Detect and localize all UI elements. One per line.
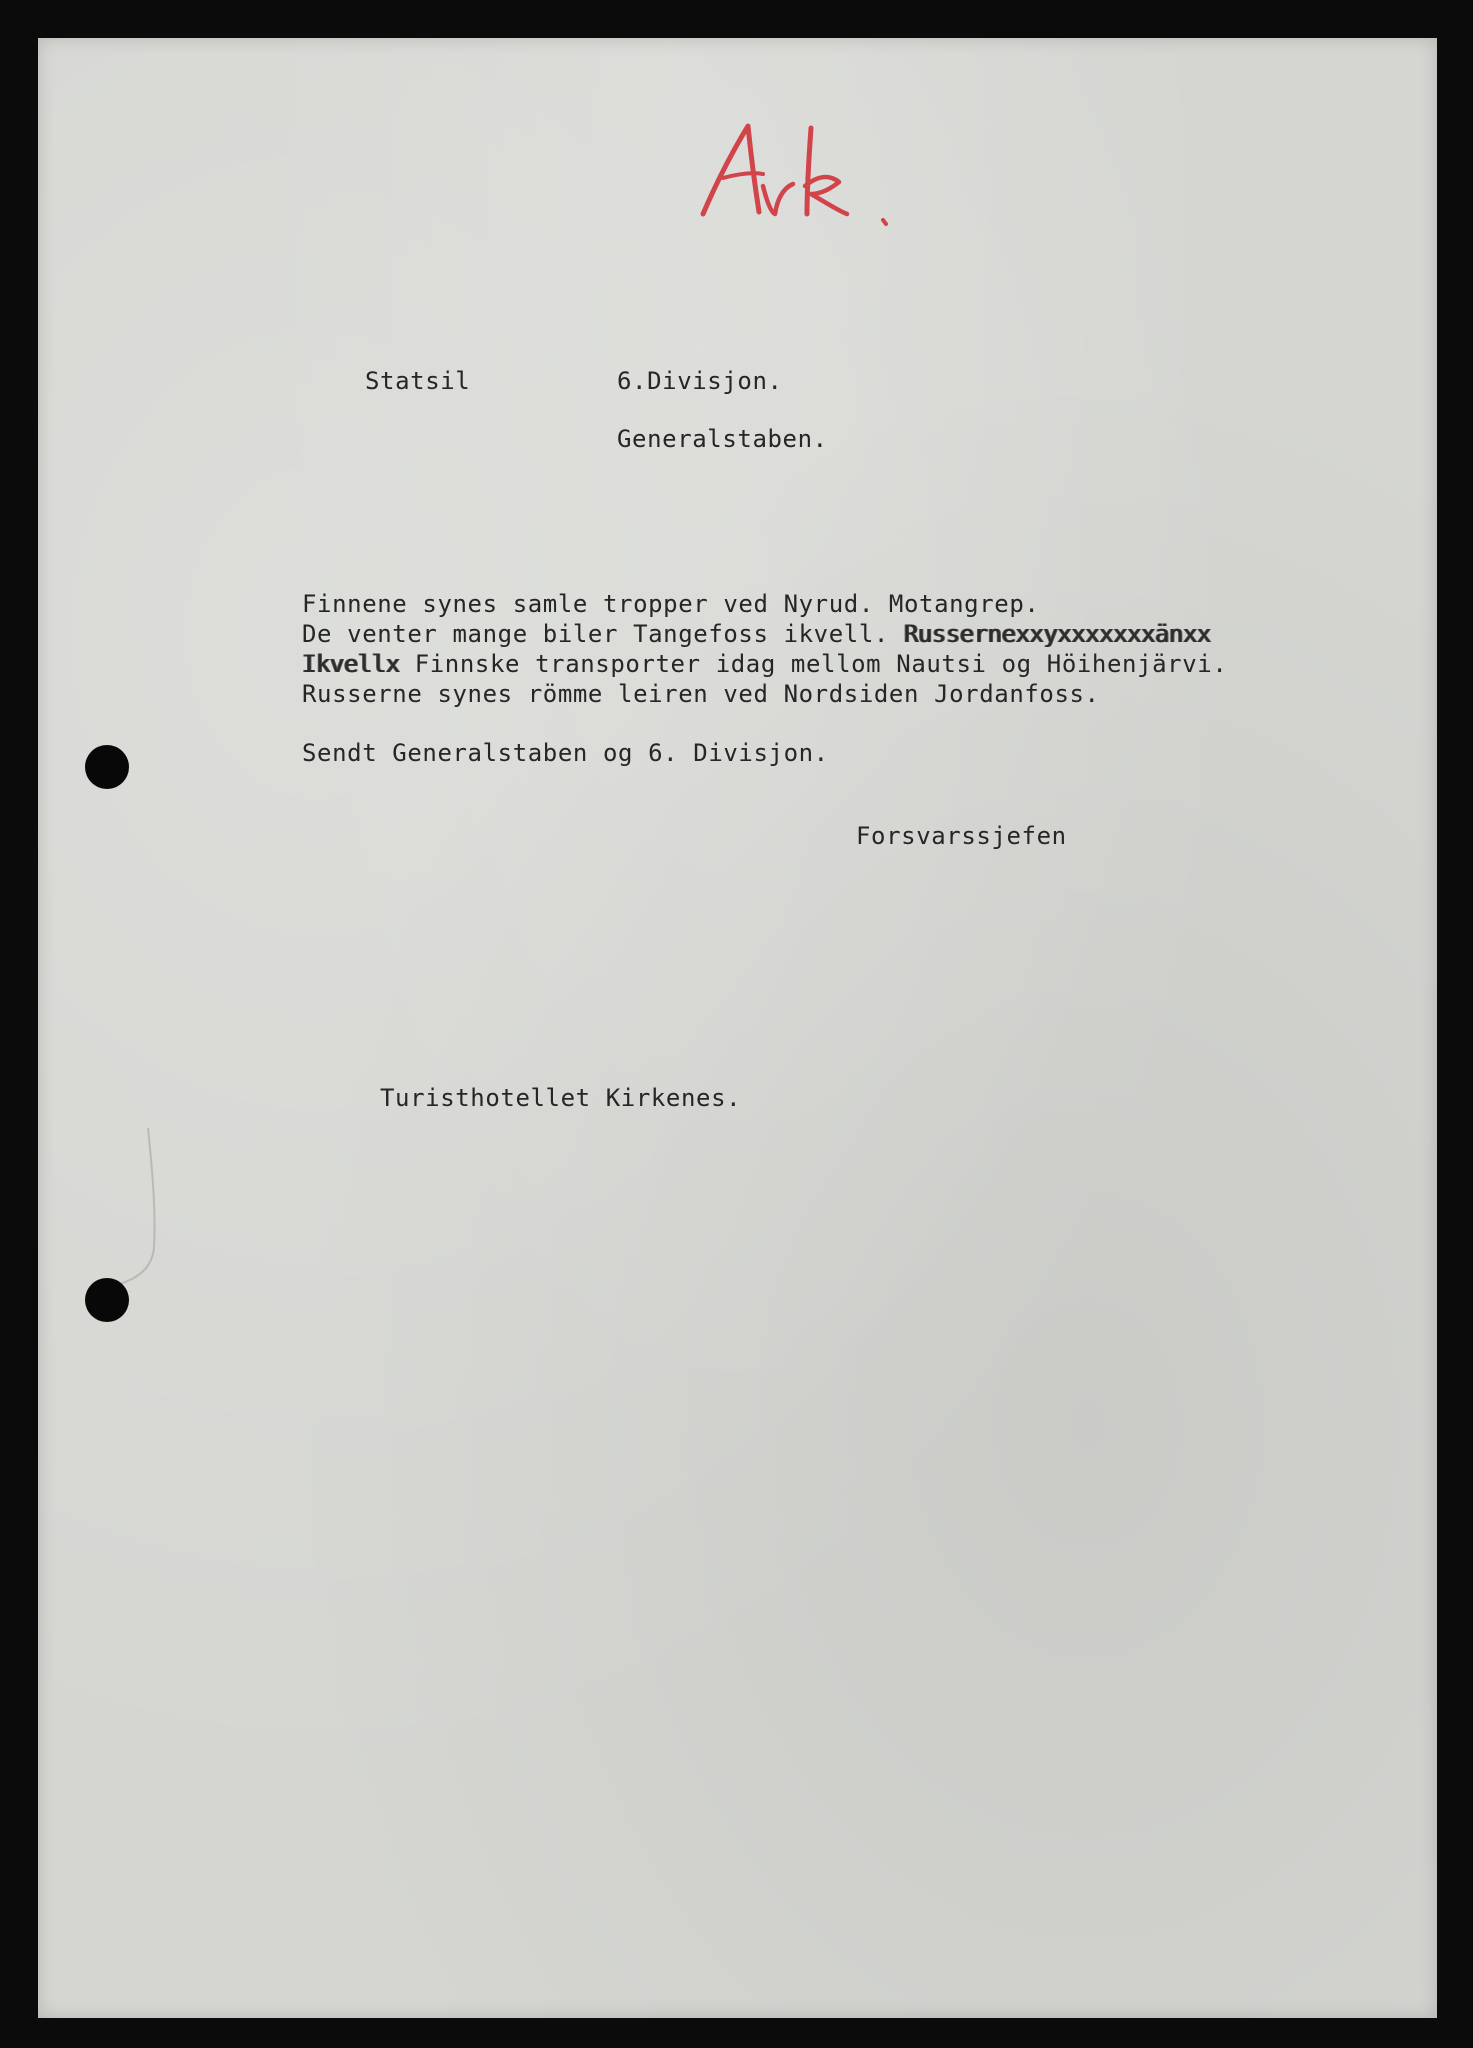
handwritten-annotation bbox=[693, 116, 913, 236]
paper-crease bbox=[108, 1128, 188, 1288]
message-line-1: Finnene synes samle tropper ved Nyrud. Motangrep. bbox=[302, 590, 1040, 618]
struck-out-text-2: Ikvellx bbox=[302, 650, 400, 678]
sent-note: Sendt Generalstaben og 6. Divisjon. bbox=[302, 739, 829, 767]
recipient-general-staff: Generalstaben. bbox=[617, 425, 828, 453]
struck-out-text-1: Russernexxyxxxxxxxänxx bbox=[903, 620, 1211, 648]
message-line-3-text: Finnske transporter idag mellom Nautsi og Höihenjärvi. bbox=[399, 650, 1228, 678]
message-line-2 bbox=[302, 619, 1211, 649]
document-page bbox=[38, 38, 1437, 2018]
recipient-division: 6.Divisjon. bbox=[617, 367, 783, 395]
punch-hole-top bbox=[85, 745, 129, 789]
location-line: Turisthotellet Kirkenes. bbox=[380, 1084, 742, 1112]
sender-label: Statsil bbox=[365, 367, 471, 395]
message-line-2-text: De venter mange biler Tangefoss ikvell. bbox=[302, 620, 904, 648]
punch-hole-bottom bbox=[85, 1278, 129, 1322]
message-line-4: Russerne synes römme leiren ved Nordsiden Jordanfoss. bbox=[302, 680, 1100, 708]
signature-line: Forsvarssjefen bbox=[856, 822, 1067, 850]
handwritten-annotation-mark bbox=[693, 116, 913, 236]
message-line-3 bbox=[302, 649, 1227, 679]
annotation-text bbox=[913, 116, 914, 117]
